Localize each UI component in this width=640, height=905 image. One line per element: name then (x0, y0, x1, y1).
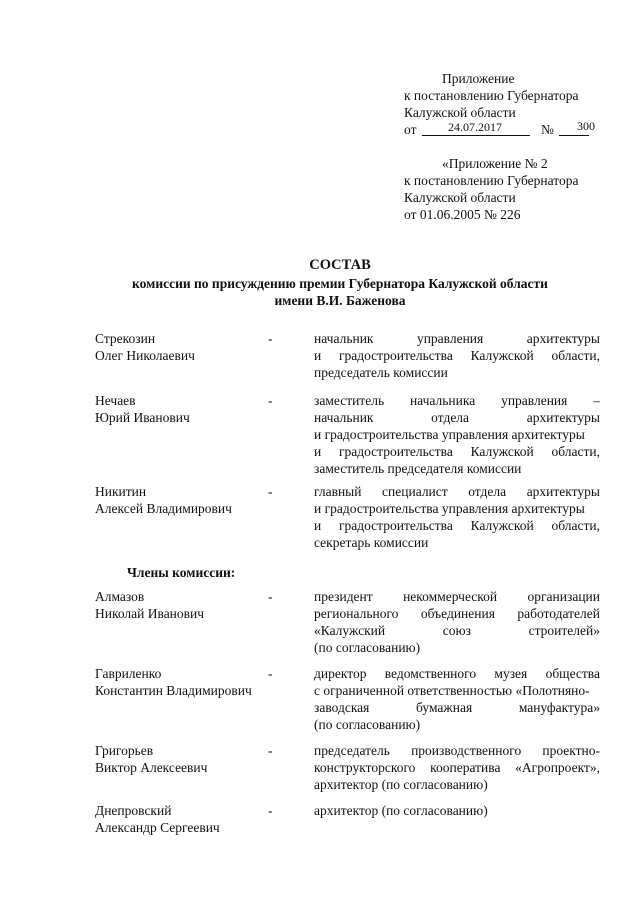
role-word: начальник (314, 331, 374, 346)
role-line (314, 776, 600, 793)
original-region-line: Калужской области (404, 190, 516, 205)
member-role (314, 802, 600, 819)
role-word: области, (551, 348, 600, 363)
member-surname: Стрекозин (95, 331, 156, 346)
member-surname: Гавриленко (95, 666, 162, 681)
appendix-original-block (404, 155, 624, 223)
role-word: начальника (409, 393, 476, 408)
role-word: архитектуры (526, 410, 600, 425)
role-line (314, 716, 600, 733)
role-word: и (314, 518, 322, 533)
role-word: области, (551, 518, 600, 533)
appendix-date-row (404, 121, 624, 138)
role-word: мануфактура» (518, 700, 600, 715)
member-given-names: Олег Николаевич (95, 348, 195, 363)
document-title (0, 257, 640, 309)
role-word: области, (551, 444, 600, 459)
original-appendix-title: «Приложение № 2 (442, 156, 548, 171)
role-word: (по согласованию) (314, 640, 421, 655)
role-word: отдела (468, 484, 507, 499)
role-word: градостроительства (338, 444, 453, 459)
member-surname: Никитин (95, 484, 147, 499)
role-word: архитектор (по согласованию) (314, 803, 488, 818)
role-word: «Агропроект», (515, 760, 600, 775)
member-surname: Григорьев (95, 743, 154, 758)
member-role (314, 392, 600, 477)
appendix-title: Приложение (442, 71, 515, 86)
original-decree-line: к постановлению Губернатора (404, 173, 579, 188)
role-word: конструкторского (314, 760, 416, 775)
member-role (314, 665, 600, 733)
role-word: – (593, 393, 600, 408)
separator-dash: - (268, 666, 273, 681)
role-line (314, 588, 600, 605)
role-word: регионального (314, 606, 399, 621)
member-role (314, 330, 600, 381)
separator-dash: - (268, 803, 273, 818)
role-word: работодателей (517, 606, 600, 621)
appendix-decree-line: к постановлению Губернатора (404, 88, 579, 103)
role-word: с ограниченной ответственностью «Полотняно- (314, 683, 590, 698)
role-word: Калужской (470, 518, 534, 533)
role-word: архитектор (по согласованию) (314, 777, 488, 792)
from-label: от (404, 122, 417, 137)
role-line (314, 392, 600, 409)
role-word: отдела (431, 410, 470, 425)
member-name (95, 802, 270, 836)
role-word: (по согласованию) (314, 717, 421, 732)
decree-date: 24.07.2017 (448, 120, 502, 134)
member-given-names: Николай Иванович (95, 606, 205, 621)
separator-dash: - (268, 589, 273, 604)
role-word: бумажная (416, 700, 473, 715)
role-line (314, 802, 600, 819)
member-given-names: Константин Владимирович (95, 683, 252, 698)
role-line (314, 699, 600, 716)
role-word: и (314, 348, 322, 363)
role-word: управления (501, 393, 568, 408)
member-surname: Днепровский (95, 803, 172, 818)
member-surname: Алмазов (95, 589, 145, 604)
member-name (95, 742, 270, 776)
role-word: архитектуры (526, 331, 600, 346)
role-line (314, 330, 600, 347)
role-word: директор (314, 666, 367, 681)
role-word: председатель комиссии (314, 365, 448, 380)
role-word: организации (527, 589, 600, 604)
role-word: кооператива (430, 760, 501, 775)
role-line (314, 517, 600, 534)
role-word: градостроительства (338, 518, 453, 533)
appendix-region-line: Калужской области (404, 105, 516, 120)
separator-dash: - (268, 743, 273, 758)
role-word: и (314, 444, 322, 459)
role-line (314, 759, 600, 776)
role-word: начальник (314, 410, 374, 425)
role-word: президент (314, 589, 373, 604)
role-word: заместитель (314, 393, 385, 408)
title-commission-line: комиссии по присуждению премии Губернатора Калужской области (132, 276, 548, 291)
title-heading: СОСТАВ (309, 257, 371, 273)
role-line (314, 347, 600, 364)
number-label: № (541, 122, 554, 137)
role-line (314, 500, 600, 517)
role-word: общества (545, 666, 600, 681)
role-word: «Калужский (314, 623, 386, 638)
role-word: заводская (314, 700, 370, 715)
member-role (314, 742, 600, 793)
role-word: Калужской (470, 444, 534, 459)
role-line (314, 483, 600, 500)
role-word: градостроительства (338, 348, 453, 363)
member-role (314, 483, 600, 551)
separator-dash: - (268, 393, 273, 408)
role-line (314, 605, 600, 622)
role-word: секретарь комиссии (314, 535, 429, 550)
member-given-names: Юрий Иванович (95, 410, 190, 425)
appendix-current-block (404, 70, 624, 138)
role-word: проектно- (542, 743, 600, 758)
role-word: музея (494, 666, 528, 681)
role-word: союз (442, 623, 471, 638)
role-word: строителей» (528, 623, 600, 638)
member-given-names: Виктор Алексеевич (95, 760, 208, 775)
member-name (95, 588, 270, 622)
role-line (314, 742, 600, 759)
member-given-names: Алексей Владимирович (95, 501, 232, 516)
original-date-line: от 01.06.2005 № 226 (404, 207, 521, 222)
role-word: объединения (420, 606, 495, 621)
role-word: и градостроительства управления архитектуры (314, 501, 585, 516)
role-line (314, 639, 600, 656)
member-name (95, 483, 270, 517)
decree-number: 300 (577, 119, 595, 133)
members-heading: Члены комиссии: (127, 565, 236, 580)
role-line (314, 460, 600, 477)
role-word: и градостроительства управления архитектуры (314, 427, 585, 442)
role-word: архитектуры (526, 484, 600, 499)
member-role (314, 588, 600, 656)
role-word: производственного (411, 743, 522, 758)
member-name (95, 665, 270, 699)
role-line (314, 426, 600, 443)
role-word: ведомственного (384, 666, 477, 681)
role-line (314, 364, 600, 381)
role-line (314, 622, 600, 639)
role-line (314, 534, 600, 551)
title-named-after-line: имени В.И. Баженова (274, 293, 406, 308)
role-line (314, 682, 600, 699)
role-line (314, 443, 600, 460)
member-name (95, 392, 270, 426)
role-word: председатель (314, 743, 390, 758)
role-line (314, 409, 600, 426)
member-surname: Нечаев (95, 393, 136, 408)
role-word: главный (314, 484, 362, 499)
number-underline (559, 135, 589, 136)
role-word: некоммерческой (403, 589, 498, 604)
role-word: Калужской (470, 348, 534, 363)
separator-dash: - (268, 331, 273, 346)
role-line (314, 665, 600, 682)
role-word: управления (416, 331, 484, 346)
role-word: специалист (382, 484, 448, 499)
member-given-names: Александр Сергеевич (95, 820, 220, 835)
separator-dash: - (268, 484, 273, 499)
role-word: заместитель председателя комиссии (314, 461, 522, 476)
member-name (95, 330, 270, 364)
